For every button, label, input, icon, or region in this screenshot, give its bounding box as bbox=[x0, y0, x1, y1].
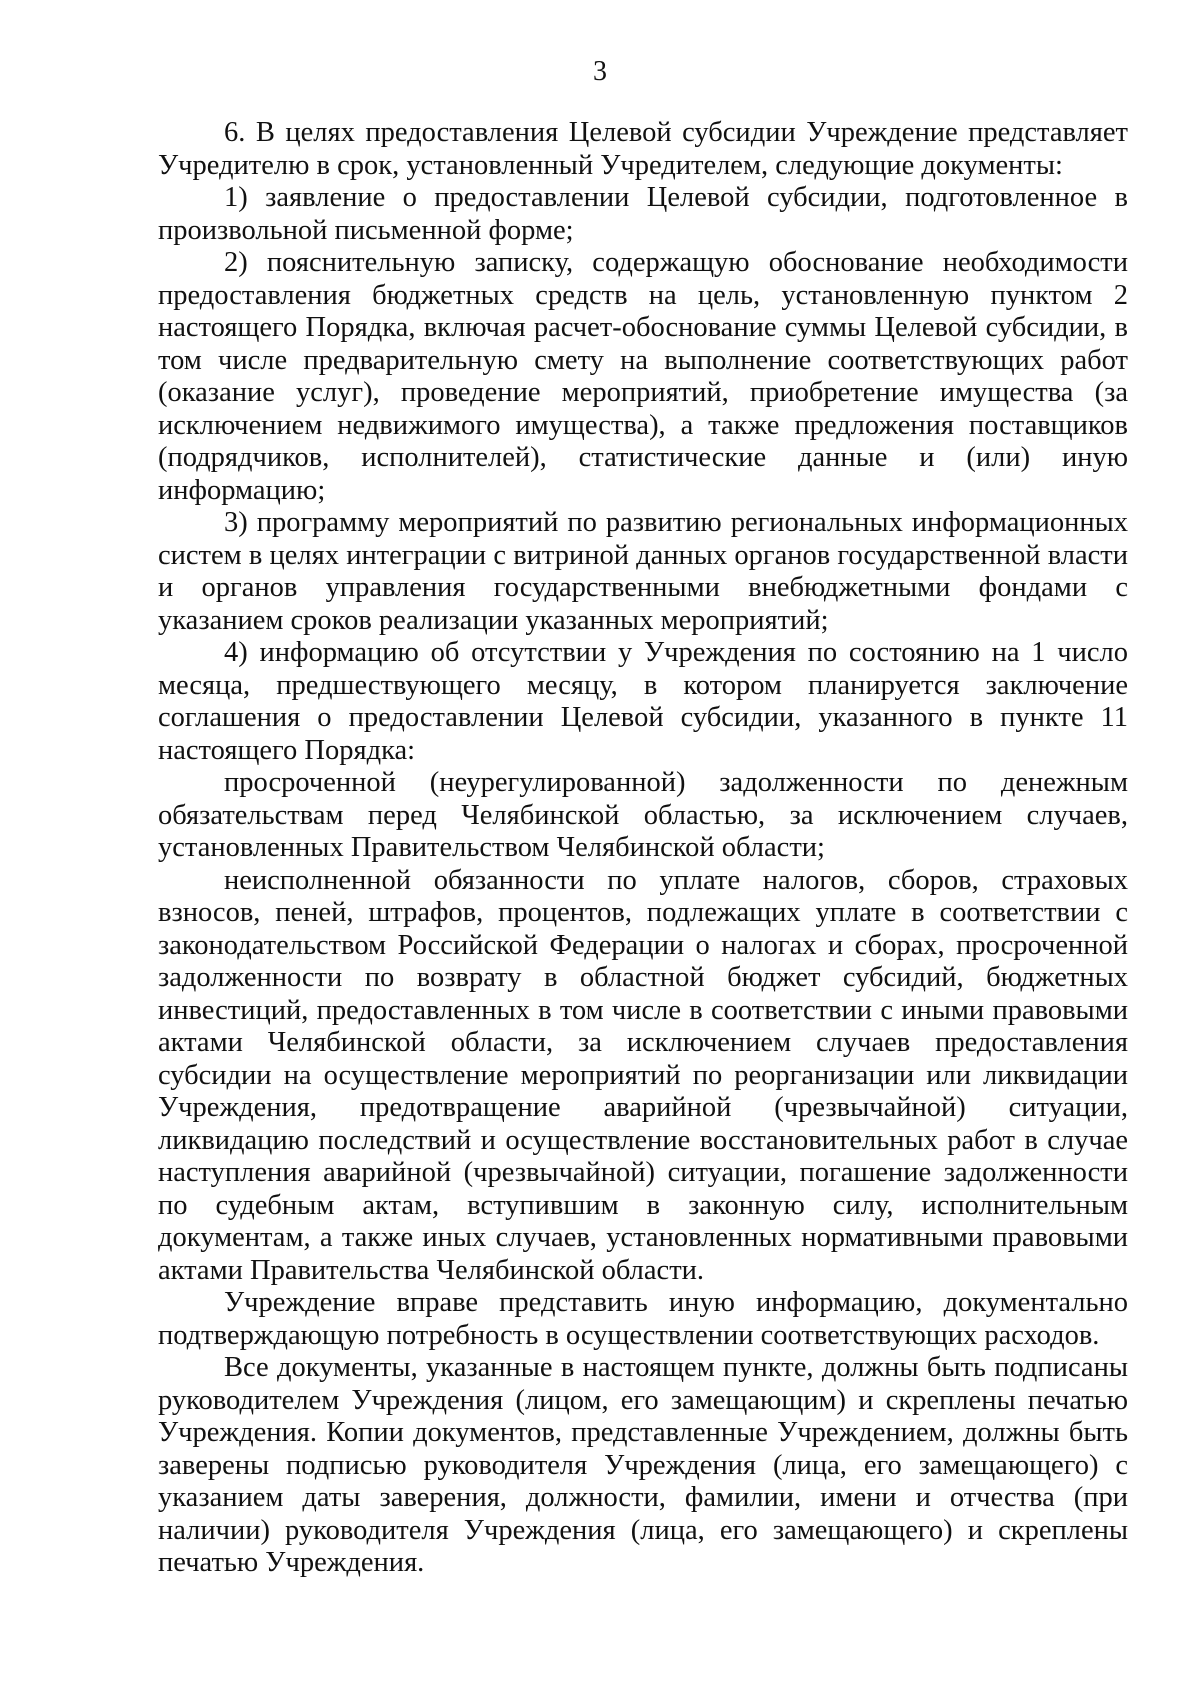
paragraph-item-6-intro: 6. В целях предоставления Целевой субсидии Учреждение представляет Учредителю в срок, установленный Учредителем, следующие документы: bbox=[158, 117, 1128, 181]
paragraph-subitem-2: 2) пояснительную записку, содержащую обоснование необходимости предоставления бюджетных средств на цель, установленную пунктом 2 настоящего Порядка, включая расчет-обоснование суммы Целевой субсидии, в том числе предварительную смету на выполнение соответствующих работ (оказание услуг), проведение мероприятий, приобретение имущества (за исключением недвижимого имущества), а также предложения поставщиков (подрядчиков, исполнителей), статистические данные и (или) иную информацию; bbox=[158, 247, 1128, 506]
paragraph-subitem-1: 1) заявление о предоставлении Целевой субсидии, подготовленное в произвольной письменной форме; bbox=[158, 182, 1128, 246]
paragraph-unfulfilled-obligation: неисполненной обязанности по уплате налогов, сборов, страховых взносов, пеней, штрафов, процентов, подлежащих уплате в соответствии с законодательством Российской Федерации о налогах и сборах, просроченной задолженности по возврату в областной бюджет субсидий, бюджетных инвестиций, предоставленных в том числе в соответствии с иными правовыми актами Челябинской области, за исключением случаев предоставления субсидии на осуществление мероприятий по реорганизации или ликвидации Учреждения, предотвращение аварийной (чрезвычайной) ситуации, ликвидацию последствий и осуществление восстановительных работ в случае наступления аварийной (чрезвычайной) ситуации, погашение задолженности по судебным актам, вступившим в законную силу, исполнительным документам, а также иных случаев, установленных нормативными правовыми актами Правительства Челябинской области. bbox=[158, 864, 1128, 1286]
page-number: 3 bbox=[593, 56, 607, 87]
paragraph-other-information: Учреждение вправе представить иную информацию, документально подтверждающую потребность в осуществлении соответствующих расходов. bbox=[158, 1287, 1128, 1351]
paragraph-overdue-debt: просроченной (неурегулированной) задолженности по денежным обязательствам перед Челябинской областью, за исключением случаев, установленных Правительством Челябинской области; bbox=[158, 767, 1128, 863]
document-body bbox=[158, 117, 1128, 1580]
paragraph-subitem-4: 4) информацию об отсутствии у Учреждения по состоянию на 1 число месяца, предшествующего месяцу, в котором планируется заключение соглашения о предоставлении Целевой субсидии, указанного в пункте 11 настоящего Порядка: bbox=[158, 637, 1128, 766]
paragraph-signature-requirements: Все документы, указанные в настоящем пункте, должны быть подписаны руководителем Учреждения (лицом, его замещающим) и скреплены печатью Учреждения. Копии документов, представленные Учреждением, должны быть заверены подписью руководителя Учреждения (лица, его замещающего) с указанием даты заверения, должности, фамилии, имени и отчества (при наличии) руководителя Учреждения (лица, его замещающего) и скреплены печатью Учреждения. bbox=[158, 1352, 1128, 1578]
paragraph-subitem-3: 3) программу мероприятий по развитию региональных информационных систем в целях интеграции с витриной данных органов государственной власти и органов управления государственными внебюджетными фондами с указанием сроков реализации указанных мероприятий; bbox=[158, 507, 1128, 636]
